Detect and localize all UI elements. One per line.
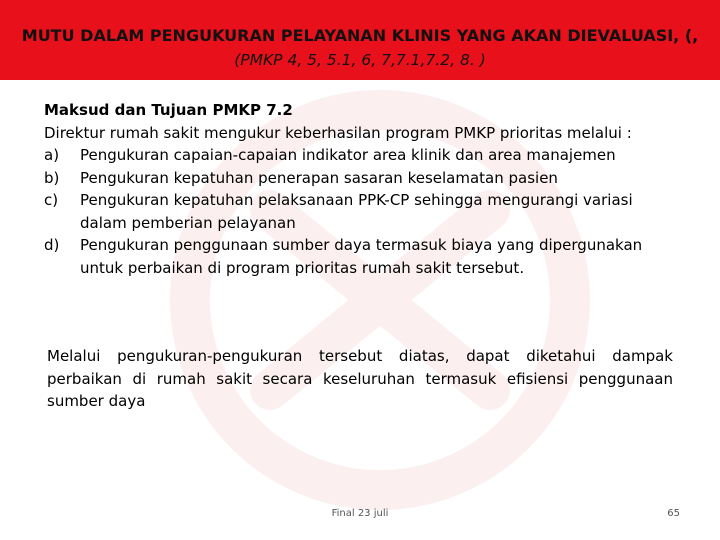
section-title: Maksud dan Tujuan PMKP 7.2 bbox=[44, 101, 293, 119]
list-item-text: Pengukuran penggunaan sumber daya termasuk biaya yang dipergunakan untuk perbaikan di program prioritas rumah sakit tersebut. bbox=[80, 236, 643, 277]
list-item bbox=[44, 234, 684, 279]
list-item bbox=[44, 167, 684, 190]
list-item-letter: a) bbox=[44, 146, 60, 164]
footer-date: Final 23 juli bbox=[331, 508, 389, 519]
page-number: 65 bbox=[667, 508, 680, 519]
page-subtitle: (PMKP 4, 5, 5.1, 6, 7,7.1,7.2, 8. ) bbox=[234, 51, 486, 69]
list-item-letter: b) bbox=[44, 168, 60, 187]
list-item-letter: c) bbox=[44, 191, 59, 209]
main-content bbox=[44, 99, 684, 279]
list-item bbox=[44, 189, 684, 234]
list-item-text: Pengukuran kepatuhan penerapan sasaran keselamatan pasien bbox=[80, 168, 558, 187]
list-item-text: Pengukuran kepatuhan pelaksanaan PPK-CP sehingga mengurangi variasi dalam pemberian pelayanan bbox=[80, 191, 633, 232]
list-item-text: Pengukuran capaian-capaian indikator area klinik dan area manajemen bbox=[80, 146, 616, 164]
intro-text: Direktur rumah sakit mengukur keberhasilan program PMKP prioritas melalui : bbox=[44, 123, 632, 142]
page-title: MUTU DALAM PENGUKURAN PELAYANAN KLINIS YANG AKAN DIEVALUASI, (, bbox=[21, 26, 699, 45]
summary-paragraph: Melalui pengukuran-pengukuran tersebut diatas, dapat diketahui dampak perbaikan di rumah sakit secara keseluruhan termasuk efisiensi penggunaan sumber daya bbox=[47, 347, 673, 410]
list-item bbox=[44, 144, 684, 167]
list-item-letter: d) bbox=[44, 236, 60, 254]
